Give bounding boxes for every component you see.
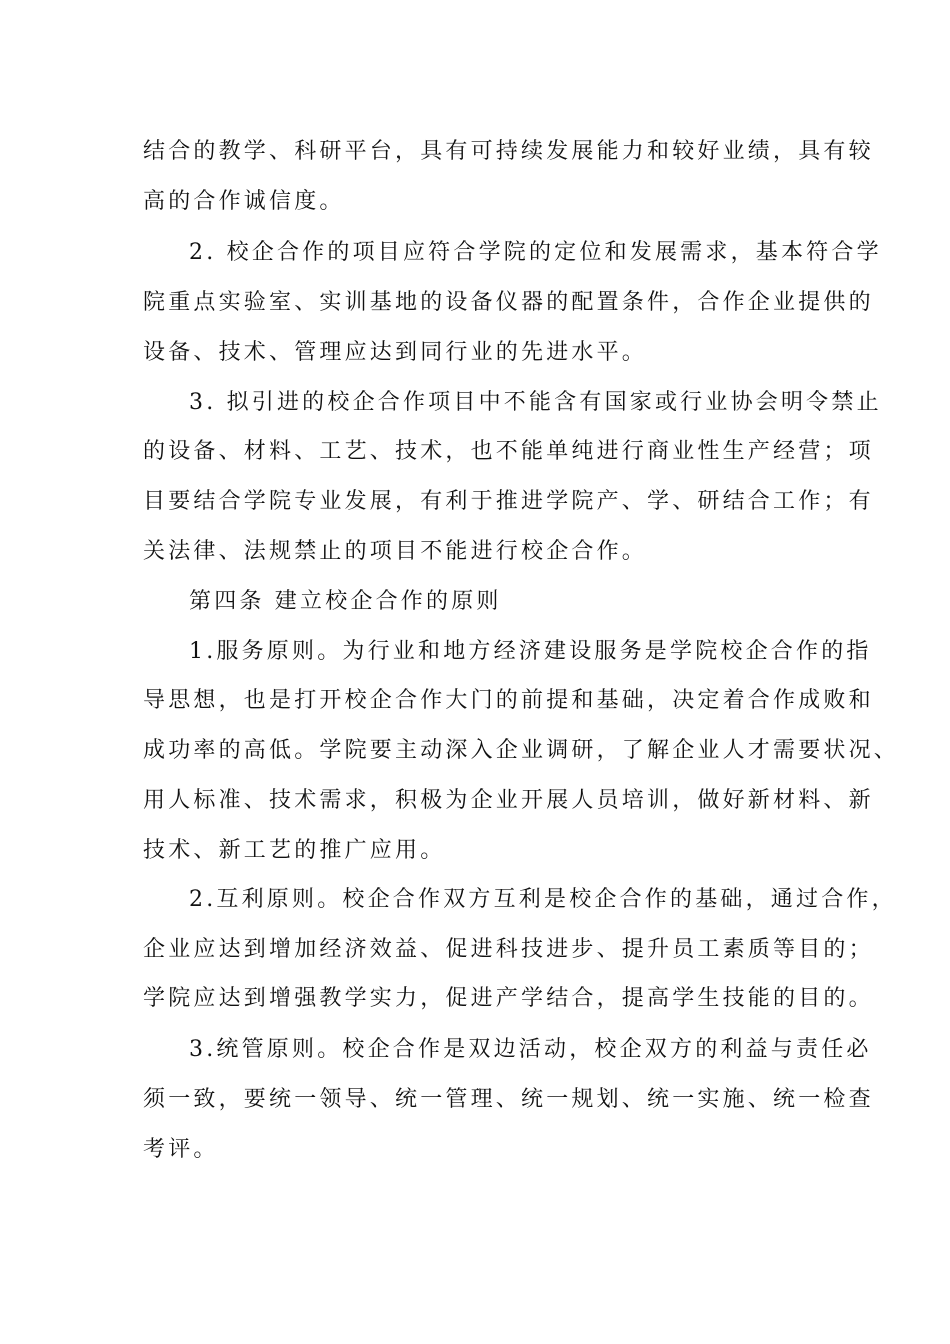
paragraph-line: 考评。 xyxy=(143,1137,219,1162)
paragraph-line: 3. 拟引进的校企合作项目中不能含有国家或行业协会明令禁止 xyxy=(189,390,882,415)
paragraph-line: 3.统管原则。校企合作是双边活动，校企双方的利益与责任必 xyxy=(189,1037,872,1062)
section-heading: 第四条 建立校企合作的原则 xyxy=(189,589,502,614)
paragraph-line: 关法律、法规禁止的项目不能进行校企合作。 xyxy=(143,539,648,564)
paragraph-line: 高的合作诚信度。 xyxy=(143,189,345,214)
paragraph-line: 学院应达到增强教学实力，促进产学结合，提高学生技能的目的。 xyxy=(143,986,874,1011)
paragraph-line: 导思想，也是打开校企合作大门的前提和基础，决定着合作成败和 xyxy=(143,688,874,713)
paragraph-line: 1.服务原则。为行业和地方经济建设服务是学院校企合作的指 xyxy=(189,639,872,664)
paragraph-line: 设备、技术、管理应达到同行业的先进水平。 xyxy=(143,340,648,365)
paragraph-line: 结合的教学、科研平台，具有可持续发展能力和较好业绩，具有较 xyxy=(143,139,874,164)
paragraph-line: 院重点实验室、实训基地的设备仪器的配置条件，合作企业提供的 xyxy=(143,290,874,315)
paragraph-line: 目要结合学院专业发展，有利于推进学院产、学、研结合工作；有 xyxy=(143,489,874,514)
paragraph-line: 用人标准、技术需求，积极为企业开展人员培训，做好新材料、新 xyxy=(143,788,874,813)
paragraph-line: 企业应达到增加经济效益、促进科技进步、提升员工素质等目的； xyxy=(143,937,874,962)
paragraph-line: 技术、新工艺的推广应用。 xyxy=(143,838,446,863)
paragraph-line: 的设备、材料、工艺、技术，也不能单纯进行商业性生产经营；项 xyxy=(143,439,874,464)
paragraph-line: 须一致，要统一领导、统一管理、统一规划、统一实施、统一检查 xyxy=(143,1087,874,1112)
paragraph-line: 成功率的高低。学院要主动深入企业调研，了解企业人才需要状况、 xyxy=(143,738,900,763)
paragraph-line: 2.互利原则。校企合作双方互利是校企合作的基础，通过合作， xyxy=(189,887,897,912)
paragraph-line: 2. 校企合作的项目应符合学院的定位和发展需求，基本符合学 xyxy=(189,240,882,265)
